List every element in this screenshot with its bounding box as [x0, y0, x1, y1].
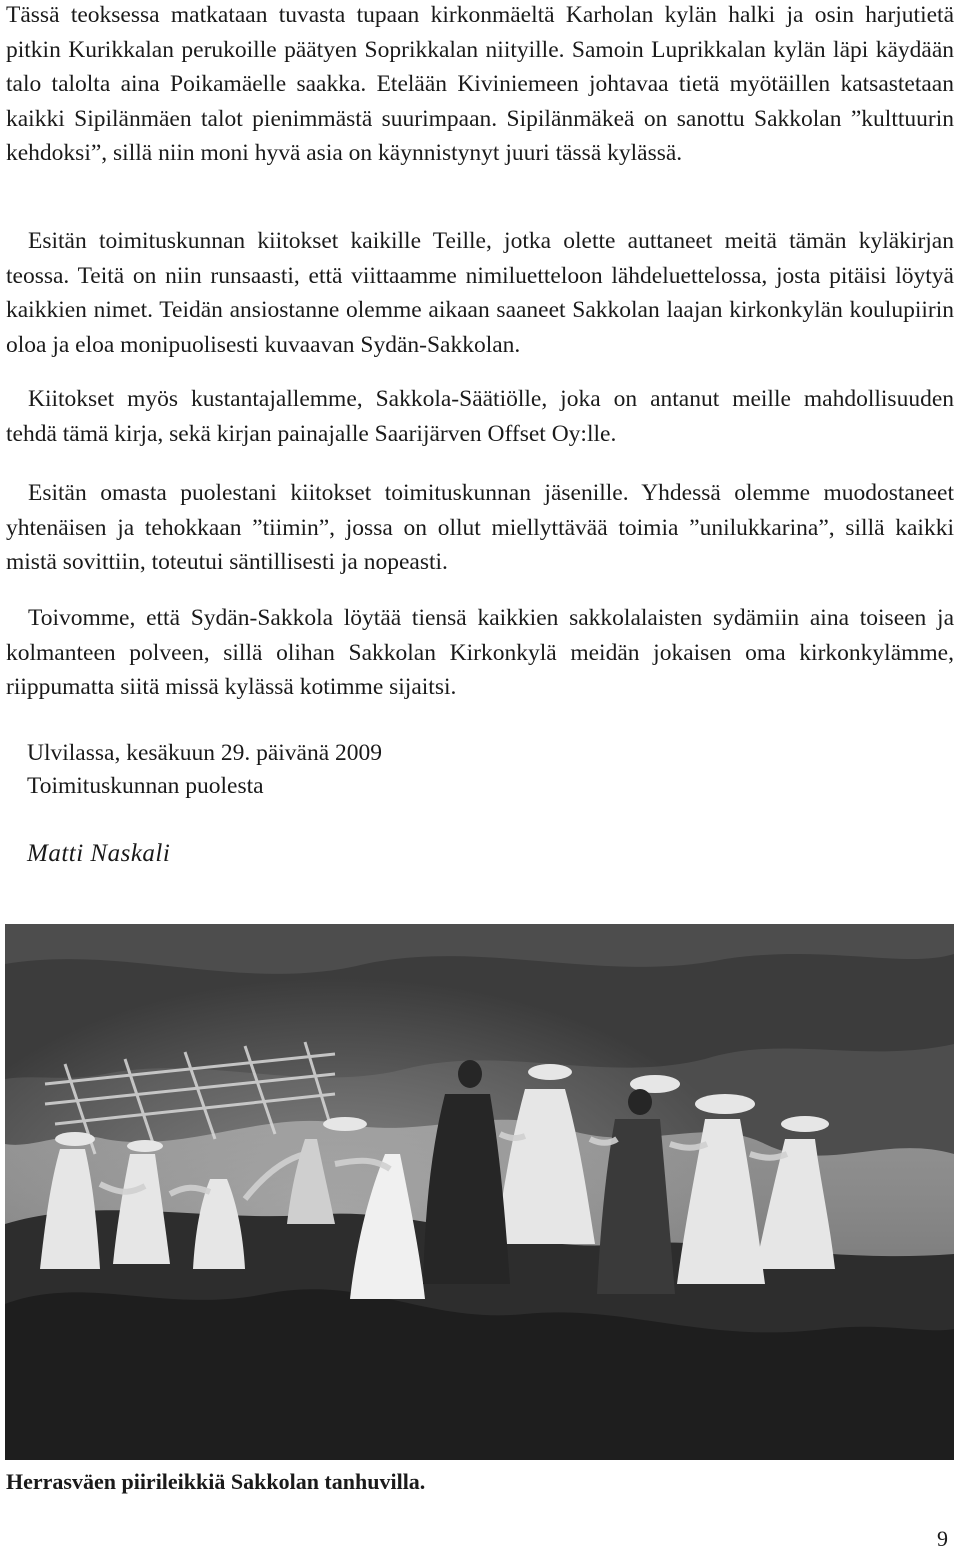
paragraph-thanks-publisher: Kiitokset myös kustantajallemme, Sakkola-Säätiölle, joka on antanut meille mahdollisuuden tehdä tämä kirja, sekä kirjan painajalle Saarijärven Offset Oy:lle. — [6, 386, 954, 447]
dancing-circle-photo-illustration — [5, 924, 954, 1460]
photo-caption: Herrasväen piirileikkiä Sakkolan tanhuvilla. — [6, 1469, 426, 1494]
paragraph-wish: Toivomme, että Sydän-Sakkola löytää tiensä kaikkien sakkolalaisten sydämiin aina toiseen ja kolmanteen polveen, sillä olihan Sakkolan Kirkonkylä meidän jokaisen oma kirkonkylämme, riippumatta siitä missä kylässä kotimme sijaitsi. — [6, 605, 954, 701]
page-number: 9 — [937, 1526, 948, 1551]
paragraph-thanks-contributors: Esitän toimituskunnan kiitokset kaikille Teille, jotka olette auttaneet meitä tämän kyläkirjan teossa. Teitä on niin runsaasti, että viittaamme nimiluetteloon lähdeluettelossa, josta pitäisi löytyä kaikkien nimet. Teidän ansiostanne olemme aikaan saaneet Sakkolan laajan kirkonkylän koulupiirin oloa ja eloa monipuolisesti kuvaavan Sydän-Sakkolan. — [6, 228, 954, 358]
historical-photo — [5, 924, 954, 1460]
closing-on-behalf: Toimituskunnan puolesta — [27, 773, 264, 799]
signature: Matti Naskali — [27, 840, 171, 867]
closing-place-date: Ulvilassa, kesäkuun 29. päivänä 2009 — [27, 740, 383, 766]
paragraph-intro: Tässä teoksessa matkataan tuvasta tupaan kirkonmäeltä Karholan kylän halki ja osin harjutietä pitkin Kurikkalan perukoille päätyen Soprikkalan niityille. Samoin Luprikkalan kylän läpi käydään talo talolta aina Poikamäelle saakka. Etelään Kiviniemeen johtavaa tietä myötäillen katsastetaan kaikki Sipilänmäen talot pienimmästä suurimpaan. Sipilänmäkeä on sanottu Sakkolan ”kulttuurin kehdoksi”, sillä niin moni hyvä asia on käynnistynyt juuri tässä kylässä. — [6, 2, 954, 167]
paragraph-thanks-committee: Esitän omasta puolestani kiitokset toimituskunnan jäsenille. Yhdessä olemme muodostaneet yhtenäisen ja tehokkaan ”tiimin”, jossa on ollut miellyttävää toimia ”unilukkarina”, sillä kaikki mistä sovittiin, toteutui säntillisesti ja nopeasti. — [6, 480, 954, 576]
